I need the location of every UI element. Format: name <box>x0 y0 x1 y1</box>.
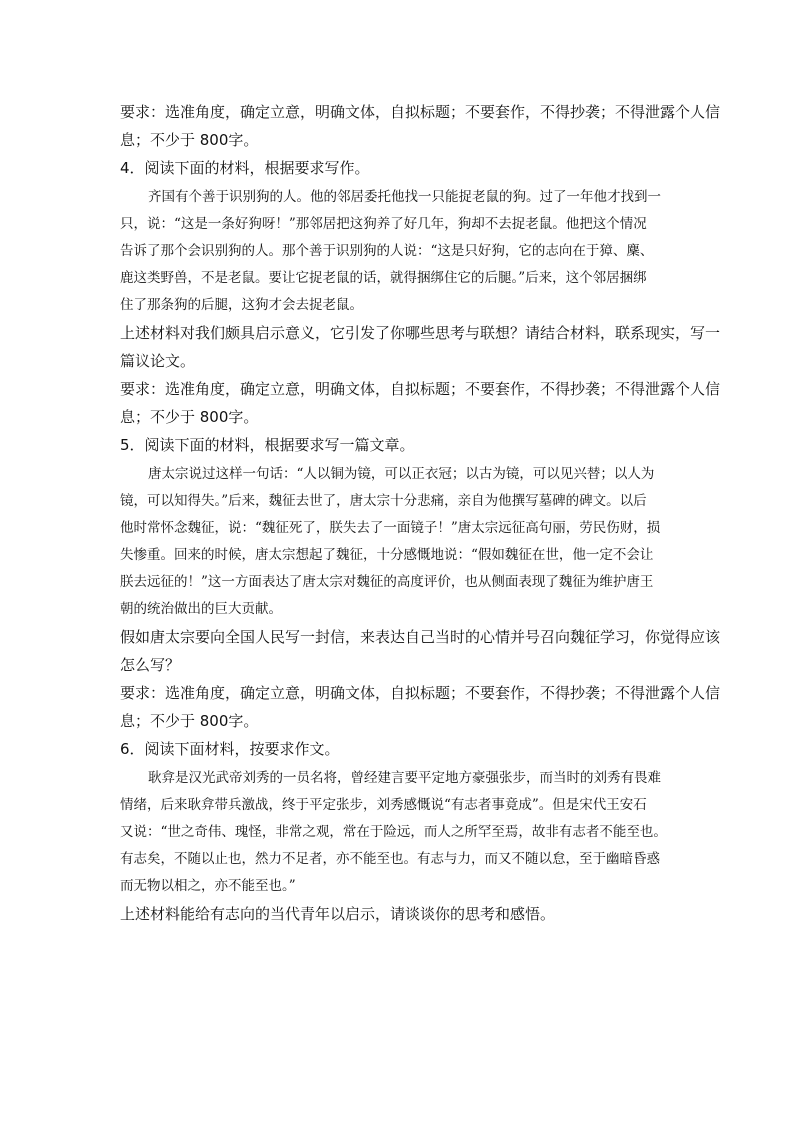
text-line: 上述材料能给有志向的当代青年以启示，请谈谈你的思考和感悟。 <box>120 905 556 923</box>
text-line: 息；不少于 800字。 <box>120 712 259 730</box>
requirement-paragraph <box>120 679 721 735</box>
text-line: 篇议论文。 <box>120 352 196 370</box>
material-passage <box>120 765 680 900</box>
requirement-paragraph <box>120 98 721 154</box>
question-6-heading <box>120 735 680 763</box>
material-line: 而无物以相之，亦不能至也。” <box>120 878 296 894</box>
material-line: 朝的统治做出的巨大贡献。 <box>120 601 282 617</box>
material-line: 又说：“世之奇伟、瑰怪，非常之观，常在于险远，而人之所罕至焉，故非有志者不能至也。 <box>120 824 667 840</box>
text-line: 5．阅读下面的材料，根据要求写一篇文章。 <box>120 436 415 454</box>
material-line: 告诉了那个会识别狗的人。那个善于识别狗的人说：“这是只好狗，它的志向在于獐、麇、 <box>120 243 654 259</box>
text-line: 4．阅读下面的材料，根据要求写作。 <box>120 159 370 177</box>
material-line: 耿弇是汉光武帝刘秀的一员名将，曾经建言要平定地方豪强张步，而当时的刘秀有畏难 <box>148 770 661 786</box>
material-line: 情绪，后来耿弇带兵激战，终于平定张步，刘秀感慨说“有志者事竟成”。但是宋代王安石 <box>120 797 647 813</box>
material-line: 唐太宗说过这样一句话：“人以铜为镜，可以正衣冠；以古为镜，可以见兴替；以人为 <box>148 466 655 482</box>
text-line: 怎么写？ <box>120 656 181 674</box>
material-line: 朕去远征的！”这一方面表达了唐太宗对魏征的高度评价，也从侧面表现了魏征为维护唐王 <box>120 574 654 590</box>
text-line: 上述材料对我们颇具启示意义，它引发了你哪些思考与联想？请结合材料，联系现实，写一 <box>120 324 721 342</box>
material-passage <box>120 184 680 319</box>
requirement-paragraph <box>120 375 721 431</box>
material-line: 鹿这类野兽，不是老鼠。要让它捉老鼠的话，就得捆绑住它的后腿。”后来，这个邻居捆绑 <box>120 270 647 286</box>
text-line: 要求：选准角度，确定立意，明确文体，自拟标题；不要套作，不得抄袭；不得泄露个人信 <box>120 103 721 121</box>
text-line: 息；不少于 800字。 <box>120 408 259 426</box>
text-line: 要求：选准角度，确定立意，明确文体，自拟标题；不要套作，不得抄袭；不得泄露个人信 <box>120 380 721 398</box>
text-line: 假如唐太宗要向全国人民写一封信，来表达自己当时的心情并号召向魏征学习，你觉得应该 <box>120 628 721 646</box>
text-line: 息；不少于 800字。 <box>120 131 259 149</box>
material-line: 齐国有个善于识别狗的人。他的邻居委托他找一只能捉老鼠的狗。过了一年他才找到一 <box>148 189 661 205</box>
prompt-paragraph <box>120 900 680 928</box>
text-line: 6．阅读下面材料，按要求作文。 <box>120 740 340 758</box>
prompt-paragraph <box>120 623 721 679</box>
material-line: 他时常怀念魏征，说：“魏征死了，朕失去了一面镜子！”唐太宗远征高句丽，劳民伤财，损 <box>120 520 661 536</box>
material-line: 有志矣，不随以止也，然力不足者，亦不能至也。有志与力，而又不随以怠，至于幽暗昏惑 <box>120 851 660 867</box>
material-line: 只，说：“这是一条好狗呀！”那邻居把这狗养了好几年，狗却不去捉老鼠。他把这个情况 <box>120 216 647 232</box>
document-page <box>120 98 721 928</box>
material-passage <box>120 461 680 623</box>
text-line: 要求：选准角度，确定立意，明确文体，自拟标题；不要套作，不得抄袭；不得泄露个人信 <box>120 684 721 702</box>
question-4-heading <box>120 154 680 182</box>
material-line: 住了那条狗的后腿，这狗才会去捉老鼠。 <box>120 297 363 313</box>
question-5-heading <box>120 431 680 459</box>
material-line: 失惨重。回来的时候，唐太宗想起了魏征，十分感慨地说：“假如魏征在世，他一定不会让 <box>120 547 654 563</box>
prompt-paragraph <box>120 319 721 375</box>
material-line: 镜，可以知得失。”后来，魏征去世了，唐太宗十分悲痛，亲自为他撰写墓碑的碑文。以后 <box>120 493 647 509</box>
